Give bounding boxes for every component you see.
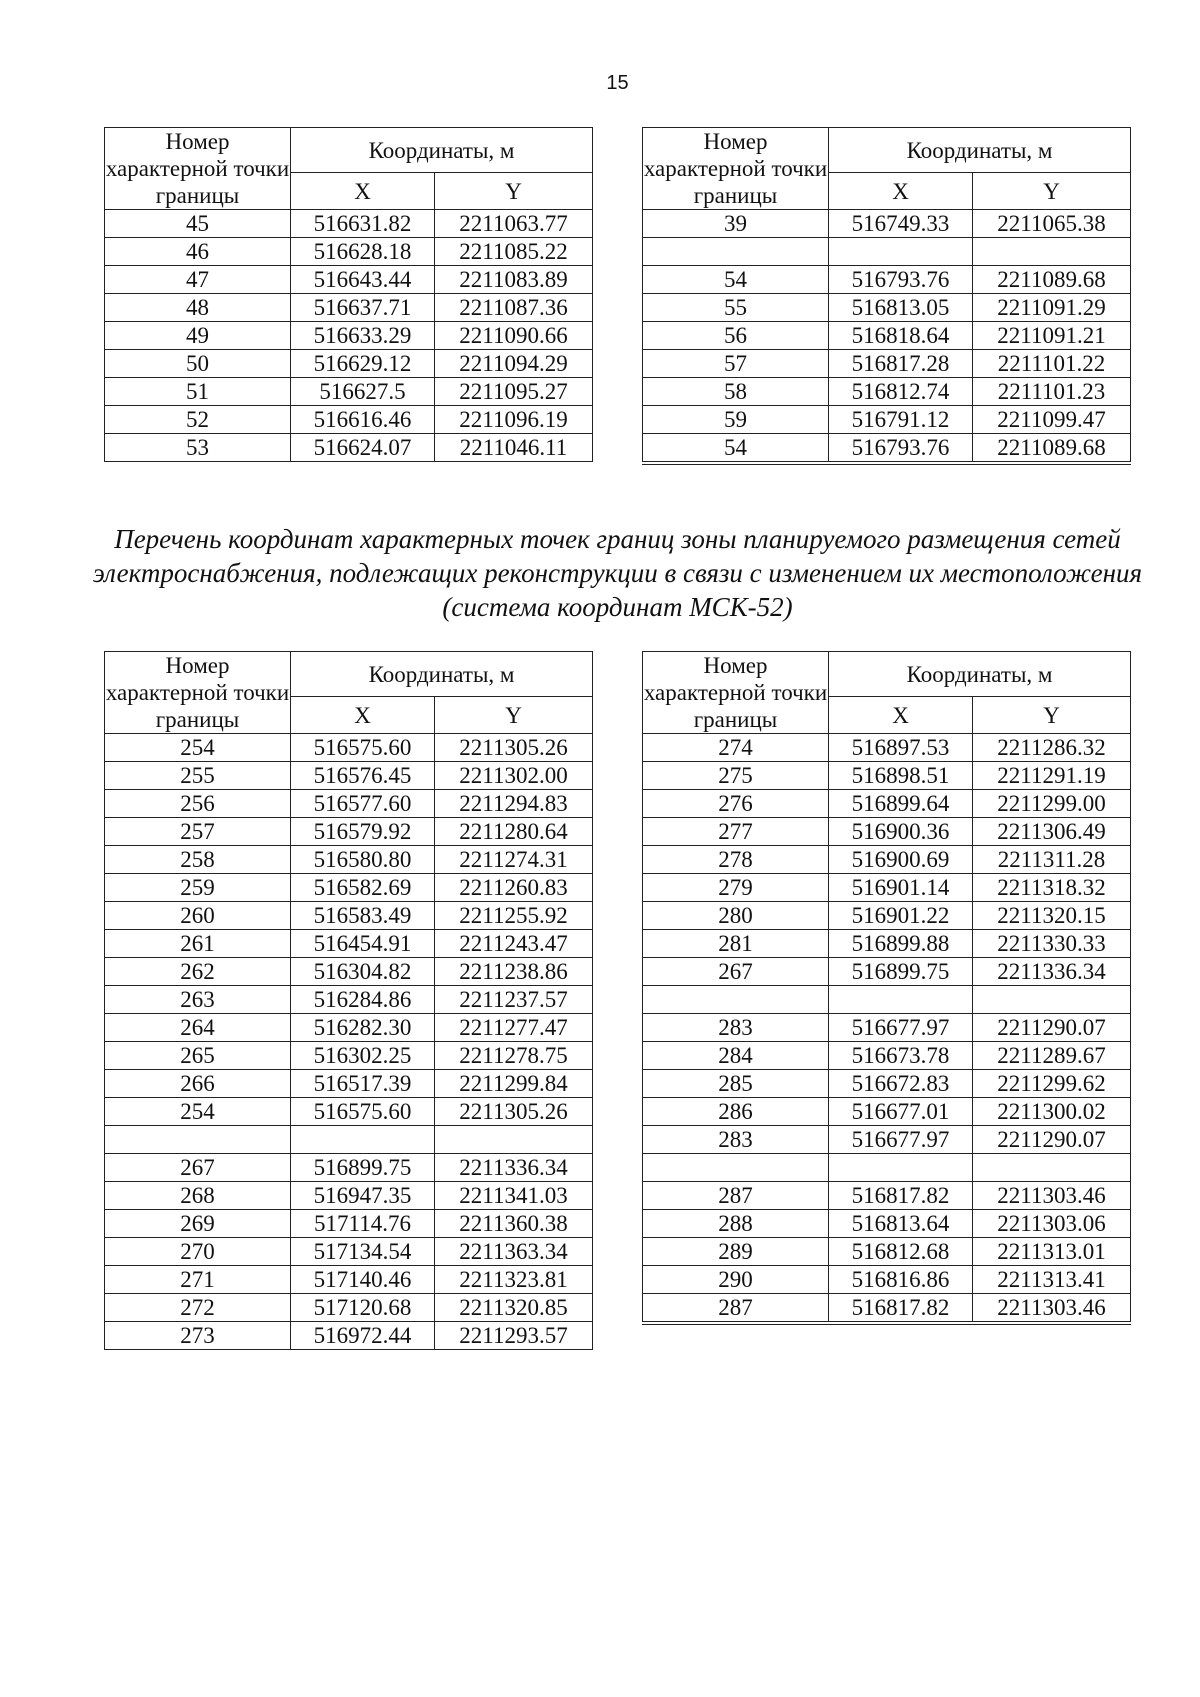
table-row (105, 1042, 593, 1070)
cell-point-number: 284 (643, 1042, 829, 1070)
header-y: Y (435, 697, 593, 734)
cell-y: 2211277.47 (435, 1014, 593, 1042)
table-row (105, 790, 593, 818)
table-row (105, 930, 593, 958)
cell-y: 2211313.01 (973, 1238, 1131, 1266)
cell-x: 516583.49 (291, 902, 435, 930)
table-row (105, 1238, 593, 1266)
cell-point-number: 56 (643, 322, 829, 350)
header-coordinates: Координаты, м (829, 652, 1131, 697)
table-row (643, 958, 1131, 986)
cell-x: 517120.68 (291, 1294, 435, 1322)
table-row (105, 1210, 593, 1238)
cell-point-number: 286 (643, 1098, 829, 1126)
cell-x: 516628.18 (291, 238, 435, 266)
cell-x: 516624.07 (291, 434, 435, 462)
cell-y: 2211290.07 (973, 1014, 1131, 1042)
cell-x: 516454.91 (291, 930, 435, 958)
cell-point-number: 283 (643, 1126, 829, 1154)
cell-point-number: 287 (643, 1182, 829, 1210)
table-row (105, 874, 593, 902)
cell-x: 516643.44 (291, 266, 435, 294)
table-row (105, 1014, 593, 1042)
cell-x: 516898.51 (829, 762, 973, 790)
cell-point-number: 260 (105, 902, 291, 930)
coordinates-table-top-right (642, 127, 1131, 465)
cell-x: 516576.45 (291, 762, 435, 790)
cell-point-number: 51 (105, 378, 291, 406)
cell-point-number: 288 (643, 1210, 829, 1238)
cell-y (973, 986, 1131, 1014)
cell-point-number: 39 (643, 210, 829, 238)
cell-point-number: 290 (643, 1266, 829, 1294)
cell-x: 516577.60 (291, 790, 435, 818)
cell-point-number: 55 (643, 294, 829, 322)
cell-point-number: 280 (643, 902, 829, 930)
cell-x: 516284.86 (291, 986, 435, 1014)
cell-x: 516677.01 (829, 1098, 973, 1126)
cell-x: 516899.88 (829, 930, 973, 958)
cell-point-number: 58 (643, 378, 829, 406)
cell-y: 2211289.67 (973, 1042, 1131, 1070)
table-row (643, 434, 1131, 464)
cell-y: 2211087.36 (435, 294, 593, 322)
cell-x: 516899.64 (829, 790, 973, 818)
table-row (643, 930, 1131, 958)
table-row (643, 1042, 1131, 1070)
cell-point-number: 54 (643, 266, 829, 294)
cell-y: 2211290.07 (973, 1126, 1131, 1154)
cell-y: 2211303.46 (973, 1182, 1131, 1210)
cell-y: 2211299.00 (973, 790, 1131, 818)
table-row (105, 406, 593, 434)
cell-x: 516517.39 (291, 1070, 435, 1098)
table-row (643, 238, 1131, 266)
cell-y: 2211320.85 (435, 1294, 593, 1322)
header-y: Y (973, 697, 1131, 734)
cell-x: 516813.05 (829, 294, 973, 322)
cell-x: 517134.54 (291, 1238, 435, 1266)
cell-point-number: 276 (643, 790, 829, 818)
cell-y: 2211286.32 (973, 734, 1131, 762)
table-row (105, 1126, 593, 1154)
cell-x: 516677.97 (829, 1126, 973, 1154)
cell-point-number: 281 (643, 930, 829, 958)
cell-point-number: 283 (643, 1014, 829, 1042)
cell-x: 516677.97 (829, 1014, 973, 1042)
header-x: X (829, 697, 973, 734)
cell-x: 516304.82 (291, 958, 435, 986)
cell-point-number: 263 (105, 986, 291, 1014)
table-row (105, 1294, 593, 1322)
cell-point-number (105, 1126, 291, 1154)
cell-point-number: 256 (105, 790, 291, 818)
cell-y: 2211323.81 (435, 1266, 593, 1294)
cell-x: 516947.35 (291, 1182, 435, 1210)
table-row (105, 1322, 593, 1350)
cell-y: 2211278.75 (435, 1042, 593, 1070)
cell-x: 516749.33 (829, 210, 973, 238)
table-row (105, 238, 593, 266)
cell-y: 2211089.68 (973, 434, 1131, 464)
cell-y: 2211302.00 (435, 762, 593, 790)
table-row (643, 406, 1131, 434)
table-row (643, 1014, 1131, 1042)
table-row (643, 902, 1131, 930)
table-row (105, 322, 593, 350)
table-row (105, 350, 593, 378)
cell-y: 2211243.47 (435, 930, 593, 958)
cell-y: 2211101.22 (973, 350, 1131, 378)
cell-x: 516817.82 (829, 1294, 973, 1324)
header-x: X (291, 173, 435, 210)
cell-point-number: 57 (643, 350, 829, 378)
table-row (643, 1126, 1131, 1154)
table-row (105, 434, 593, 462)
cell-y: 2211303.06 (973, 1210, 1131, 1238)
header-point-number: Номер характерной точки границы (105, 653, 290, 732)
cell-x: 516575.60 (291, 734, 435, 762)
cell-y: 2211089.68 (973, 266, 1131, 294)
cell-x: 516972.44 (291, 1322, 435, 1350)
table-row (105, 1070, 593, 1098)
cell-x: 516900.69 (829, 846, 973, 874)
cell-y: 2211341.03 (435, 1182, 593, 1210)
cell-y: 2211294.83 (435, 790, 593, 818)
table-row (643, 1294, 1131, 1324)
table-row (105, 986, 593, 1014)
table-row (643, 846, 1131, 874)
cell-y: 2211095.27 (435, 378, 593, 406)
cell-y: 2211305.26 (435, 734, 593, 762)
cell-y: 2211299.62 (973, 1070, 1131, 1098)
cell-point-number: 275 (643, 762, 829, 790)
coordinates-table-bottom-left (104, 651, 593, 1350)
cell-point-number: 261 (105, 930, 291, 958)
header-y: Y (973, 173, 1131, 210)
cell-y: 2211101.23 (973, 378, 1131, 406)
cell-x: 517114.76 (291, 1210, 435, 1238)
cell-point-number: 254 (105, 1098, 291, 1126)
header-point-number: Номер характерной точки границы (643, 129, 828, 208)
cell-point-number: 255 (105, 762, 291, 790)
cell-y: 2211083.89 (435, 266, 593, 294)
cell-point-number: 287 (643, 1294, 829, 1324)
table-row (643, 378, 1131, 406)
table-row (643, 734, 1131, 762)
table-row (643, 322, 1131, 350)
table-row (643, 1154, 1131, 1182)
cell-point-number: 59 (643, 406, 829, 434)
cell-y: 2211306.49 (973, 818, 1131, 846)
table-row (105, 762, 593, 790)
cell-point-number: 266 (105, 1070, 291, 1098)
page-number: 15 (606, 72, 629, 94)
cell-point-number (643, 1154, 829, 1182)
cell-point-number: 46 (105, 238, 291, 266)
cell-point-number: 272 (105, 1294, 291, 1322)
cell-y: 2211336.34 (435, 1154, 593, 1182)
cell-point-number (643, 986, 829, 1014)
cell-point-number: 49 (105, 322, 291, 350)
cell-x (291, 1126, 435, 1154)
cell-x: 516812.74 (829, 378, 973, 406)
table-row (105, 294, 593, 322)
cell-point-number: 278 (643, 846, 829, 874)
cell-point-number: 259 (105, 874, 291, 902)
cell-x: 516812.68 (829, 1238, 973, 1266)
cell-y: 2211280.64 (435, 818, 593, 846)
header-coordinates: Координаты, м (291, 652, 593, 697)
cell-x: 516816.86 (829, 1266, 973, 1294)
cell-point-number: 54 (643, 434, 829, 464)
header-coordinates: Координаты, м (829, 128, 1131, 173)
cell-x: 516673.78 (829, 1042, 973, 1070)
cell-point-number: 271 (105, 1266, 291, 1294)
cell-y: 2211320.15 (973, 902, 1131, 930)
table-row (643, 210, 1131, 238)
table-row (105, 958, 593, 986)
cell-y: 2211293.57 (435, 1322, 593, 1350)
cell-point-number: 264 (105, 1014, 291, 1042)
cell-x: 516637.71 (291, 294, 435, 322)
table-row (643, 1210, 1131, 1238)
cell-x: 516633.29 (291, 322, 435, 350)
cell-x: 516631.82 (291, 210, 435, 238)
cell-x: 516627.5 (291, 378, 435, 406)
cell-point-number: 270 (105, 1238, 291, 1266)
header-x: X (829, 173, 973, 210)
table-row (643, 1098, 1131, 1126)
table-row (643, 1266, 1131, 1294)
table-row (643, 350, 1131, 378)
cell-y: 2211255.92 (435, 902, 593, 930)
cell-x: 516900.36 (829, 818, 973, 846)
cell-y: 2211085.22 (435, 238, 593, 266)
cell-x: 516818.64 (829, 322, 973, 350)
cell-y: 2211091.29 (973, 294, 1131, 322)
cell-x: 516575.60 (291, 1098, 435, 1126)
cell-y: 2211318.32 (973, 874, 1131, 902)
cell-point-number: 273 (105, 1322, 291, 1350)
cell-point-number: 257 (105, 818, 291, 846)
cell-x (829, 1154, 973, 1182)
cell-y: 2211238.86 (435, 958, 593, 986)
cell-x: 516813.64 (829, 1210, 973, 1238)
cell-point-number: 277 (643, 818, 829, 846)
table-row (643, 762, 1131, 790)
cell-y: 2211313.41 (973, 1266, 1131, 1294)
cell-y: 2211260.83 (435, 874, 593, 902)
cell-x: 516817.28 (829, 350, 973, 378)
cell-point-number: 289 (643, 1238, 829, 1266)
header-x: X (291, 697, 435, 734)
cell-y: 2211237.57 (435, 986, 593, 1014)
table-row (105, 734, 593, 762)
table-row (105, 1266, 593, 1294)
cell-point-number: 45 (105, 210, 291, 238)
cell-point-number: 53 (105, 434, 291, 462)
cell-x: 516582.69 (291, 874, 435, 902)
cell-x: 516793.76 (829, 434, 973, 464)
cell-point-number: 52 (105, 406, 291, 434)
cell-y: 2211363.34 (435, 1238, 593, 1266)
coordinates-table-bottom-right (642, 651, 1131, 1325)
cell-y: 2211091.21 (973, 322, 1131, 350)
header-point-number: Номер характерной точки границы (643, 653, 828, 732)
cell-y: 2211311.28 (973, 846, 1131, 874)
table-row (105, 1182, 593, 1210)
header-coordinates: Координаты, м (291, 128, 593, 173)
cell-x: 516580.80 (291, 846, 435, 874)
cell-y: 2211305.26 (435, 1098, 593, 1126)
cell-x: 517140.46 (291, 1266, 435, 1294)
cell-x (829, 238, 973, 266)
cell-y: 2211336.34 (973, 958, 1131, 986)
table-row (105, 210, 593, 238)
cell-point-number: 48 (105, 294, 291, 322)
cell-y: 2211099.47 (973, 406, 1131, 434)
cell-y: 2211063.77 (435, 210, 593, 238)
cell-x: 516897.53 (829, 734, 973, 762)
cell-x: 516616.46 (291, 406, 435, 434)
cell-point-number: 267 (643, 958, 829, 986)
coordinates-table-top-left (104, 127, 593, 462)
cell-x: 516901.22 (829, 902, 973, 930)
cell-x (829, 986, 973, 1014)
header-point-number: Номер характерной точки границы (105, 129, 290, 208)
table-row (643, 1070, 1131, 1098)
cell-x: 516899.75 (291, 1154, 435, 1182)
cell-y: 2211300.02 (973, 1098, 1131, 1126)
cell-x: 516793.76 (829, 266, 973, 294)
cell-point-number: 285 (643, 1070, 829, 1098)
table-row (643, 818, 1131, 846)
cell-point-number: 267 (105, 1154, 291, 1182)
section-heading: Перечень координат характерных точек границ зоны планируемого размещения сетей электроснабжения, подлежащих реконструкции в связи с изменением их местоположения (система координат МСК-52) (92, 524, 1143, 622)
cell-y: 2211096.19 (435, 406, 593, 434)
cell-point-number (643, 238, 829, 266)
cell-y: 2211274.31 (435, 846, 593, 874)
table-row (643, 986, 1131, 1014)
header-y: Y (435, 173, 593, 210)
cell-y: 2211299.84 (435, 1070, 593, 1098)
cell-x: 516901.14 (829, 874, 973, 902)
cell-x: 516672.83 (829, 1070, 973, 1098)
table-row (643, 1182, 1131, 1210)
cell-point-number: 274 (643, 734, 829, 762)
table-row (643, 1238, 1131, 1266)
table-row (643, 790, 1131, 818)
cell-y: 2211360.38 (435, 1210, 593, 1238)
cell-y: 2211303.46 (973, 1294, 1131, 1324)
cell-point-number: 279 (643, 874, 829, 902)
cell-point-number: 265 (105, 1042, 291, 1070)
table-row (105, 902, 593, 930)
table-row (105, 1154, 593, 1182)
table-row (105, 846, 593, 874)
cell-y: 2211330.33 (973, 930, 1131, 958)
table-row (643, 874, 1131, 902)
cell-x: 516629.12 (291, 350, 435, 378)
cell-point-number: 262 (105, 958, 291, 986)
cell-point-number: 258 (105, 846, 291, 874)
cell-x: 516899.75 (829, 958, 973, 986)
cell-x: 516579.92 (291, 818, 435, 846)
cell-y: 2211094.29 (435, 350, 593, 378)
cell-y: 2211090.66 (435, 322, 593, 350)
cell-x: 516791.12 (829, 406, 973, 434)
cell-x: 516302.25 (291, 1042, 435, 1070)
cell-y: 2211046.11 (435, 434, 593, 462)
cell-y (435, 1126, 593, 1154)
cell-point-number: 268 (105, 1182, 291, 1210)
cell-point-number: 47 (105, 266, 291, 294)
table-row (105, 818, 593, 846)
table-row (105, 378, 593, 406)
cell-x: 516817.82 (829, 1182, 973, 1210)
cell-y: 2211291.19 (973, 762, 1131, 790)
cell-point-number: 50 (105, 350, 291, 378)
cell-point-number: 254 (105, 734, 291, 762)
cell-y (973, 1154, 1131, 1182)
table-row (105, 266, 593, 294)
cell-y: 2211065.38 (973, 210, 1131, 238)
table-row (643, 294, 1131, 322)
cell-x: 516282.30 (291, 1014, 435, 1042)
cell-y (973, 238, 1131, 266)
cell-point-number: 269 (105, 1210, 291, 1238)
table-row (105, 1098, 593, 1126)
table-row (643, 266, 1131, 294)
